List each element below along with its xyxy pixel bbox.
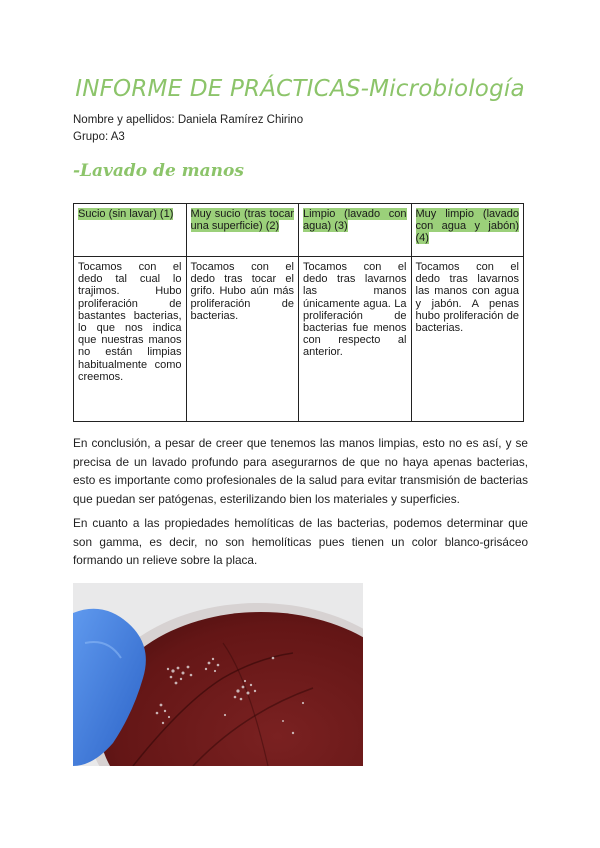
header-label: Sucio (sin lavar) (1) [78,208,174,220]
hemolysis-paragraph: En cuanto a las propiedades hemolíticas de las bacterias, podemos determinar que son gamma, es decir, no son hemolíticas pues tienen un color blanco-grisáceo formando un relieve sobre la placa. [73,516,528,567]
petri-dish-photo [73,583,363,766]
results-table [73,203,524,422]
table-header-row [74,204,524,257]
table-header-cell [299,204,412,257]
table-cell: Tocamos con el dedo tras tocar el grifo. Hubo aún más proliferación de bacterias. [186,257,299,422]
table-header-cell [74,204,187,257]
group-line: Grupo: A3 [73,131,125,143]
table-cell: Tocamos con el dedo tal cual lo trajimos. Hubo proliferación de bastantes bacterias, lo que nos indica que nuestras manos no están limpias habitualmente como creemos. [74,257,187,422]
header-label: Limpio (lavado con agua) (3) [303,208,407,233]
petri-dish-image [73,583,363,766]
table-cell: Tocamos con el dedo tras lavarnos las manos únicamente agua. La proliferación de bacterias fue menos con respecto al anterior. [299,257,412,422]
table-header-cell [411,204,524,257]
table-cell: Tocamos con el dedo tras lavarnos las manos con agua y jabón. A penas hubo proliferación de bacterias. [411,257,524,422]
table-row [74,257,524,422]
student-name-line: Nombre y apellidos: Daniela Ramírez Chirino [73,114,304,126]
header-label: Muy limpio (lavado con agua y jabón) (4) [415,208,519,245]
section-heading: -Lavado de manos [73,161,244,181]
table-header-cell [186,204,299,257]
header-label: Muy sucio (tras tocar una superficie) (2) [190,208,294,233]
document-title: INFORME DE PRÁCTICAS-Microbiología [75,76,525,102]
conclusion-paragraph: En conclusión, a pesar de creer que tenemos las manos limpias, esto no es así, y se precisa de un lavado profundo para asegurarnos de que no haya apenas bacterias, esto es importante como profesionales de la salud para evitar transmisión de bacterias que puedan ser patógenas, esterilizando bien los materiales y superficies. [73,436,528,506]
